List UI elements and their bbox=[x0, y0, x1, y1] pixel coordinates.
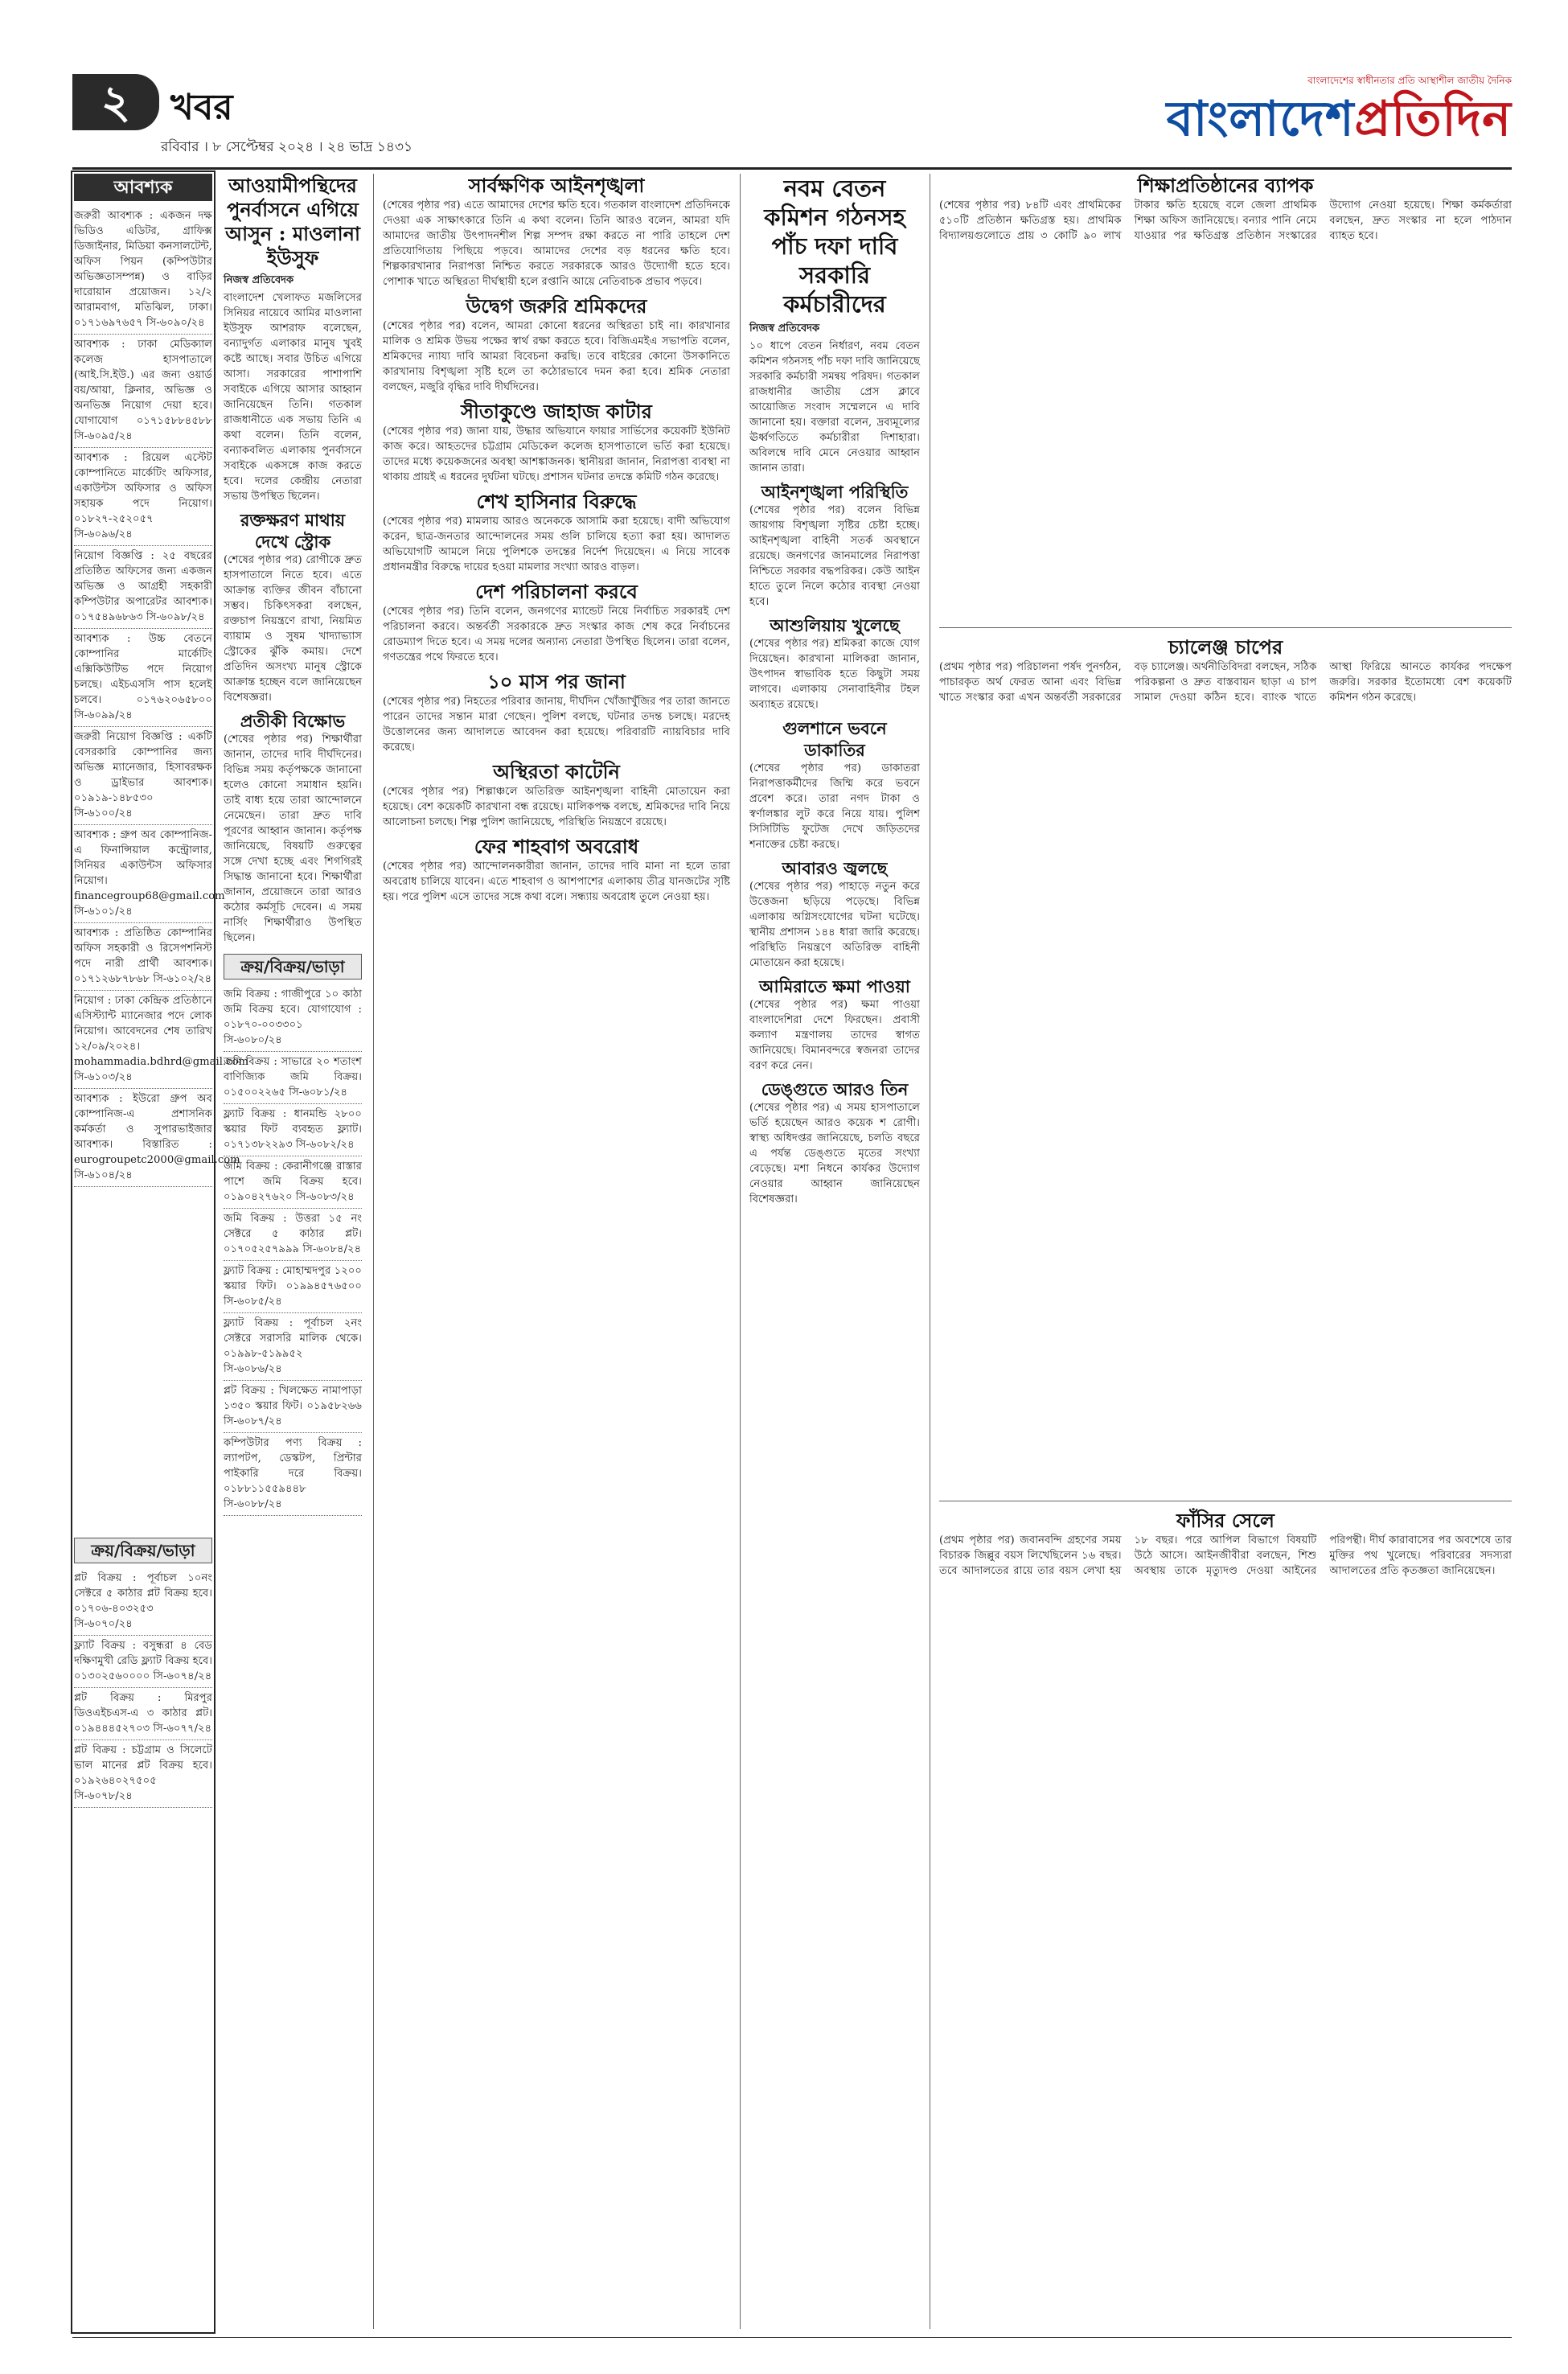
paycom-body: ১০ ধাপে বেতন নির্ধারণ, নবম বেতন কমিশন গঠনসহ পাঁচ দফা দাবি জানিয়েছে সরকারি কর্মচারী সমন্বয় পরিষদ। গতকাল রাজধানীর জাতীয় প্রেস ক্লাবে আয়োজিত সংবাদ সম্মেলনে এ দাবি জানানো হয়। বক্তারা বলেন, দ্রব্যমূল্যের ঊর্ধ্বগতিতে কর্মচারীরা দিশাহারা। অবিলম্বে দাবি মেনে নেওয়ার আহ্বান জানান তারা। bbox=[749, 340, 920, 474]
stroke-headline: রক্তক্ষরণ মাথায় দেখে স্ট্রোক bbox=[240, 510, 346, 552]
law-headline: সার্বক্ষণিক আইনশৃঙ্খলা bbox=[468, 174, 645, 197]
classified-ad: আবশ্যক : ঢাকা মেডিক্যাল কলেজ হাসপাতালে (আই.সি.ইউ.) এর জন্য ওয়ার্ড বয়/আয়া, ক্লিনার, অভিজ্ঞ ও অনভিজ্ঞ নিয়োগ দেয়া হবে। যোগাযোগ ০১৭১৫৮৮৪৫৮৮ সি-৬০৯৫/২৪ bbox=[74, 335, 212, 448]
edu-headline: শিক্ষাপ্রতিষ্ঠানের ব্যাপক bbox=[1137, 174, 1314, 197]
classified-ad: আবশ্যক : গ্রুপ অব কোম্পানিজ-এ ফিনান্সিয়াল কন্ট্রোলার, সিনিয়র একাউন্টস অফিসার নিয়োগ। financegroup68@gmail.com সি-৬১০১/২৪ bbox=[74, 825, 212, 923]
page-number: ২ bbox=[72, 74, 159, 130]
classified-ad: জমি বিক্রয় : উত্তরা ১৫ নং সেক্টরে ৫ কাঠার প্লট। ০১৭০৫২৫৭৯৯৯ সি-৬০৮৪/২৪ bbox=[224, 1209, 362, 1261]
classified-ad: নিয়োগ : ঢাকা কেন্দ্রিক প্রতিষ্ঠানে এসিস্ট্যান্ট ম্যানেজার পদে লোক নিয়োগ। আবেদনের শেষ তারিখ ১২/০৯/২০২৪। mohammadia.bdhrd@gmail.com সি-৬১০৩/২৪ bbox=[74, 991, 212, 1089]
bnp-body: বাংলাদেশ খেলাফত মজলিসের সিনিয়র নায়েবে আমির মাওলানা ইউসুফ আশরাফ বলেছেন, বন্যাদুর্গত এলাকার মানুষ খুবই কষ্টে আছে। সবার উচিত এগিয়ে আসা। সরকারের পাশাপাশি সবাইকে এগিয়ে আসার আহ্বান জানিয়েছেন তিনি। গতকাল রাজধানীতে এক সভায় তিনি এ কথা বলেন। তিনি বলেন, বন্যাকবলিত এলাকায় পুনর্বাসনে সবাইকে একসঙ্গে কাজ করতে হবে। দলের কেন্দ্রীয় নেতারা সভায় উপস্থিত ছিলেন। bbox=[224, 292, 362, 503]
hang-article bbox=[939, 1509, 1512, 2333]
classified-ad: ফ্ল্যাট বিক্রয় : পূর্বাচল ২নং সেক্টরে সরাসরি মালিক থেকে। ০১৯৯৮-৫১৯৯৫২ সি-৬০৮৬/২৪ bbox=[224, 1313, 362, 1381]
wanted-header: আবশ্যক bbox=[74, 174, 212, 201]
lawsit-headline: আইনশৃঙ্খলা পরিস্থিতি bbox=[761, 482, 909, 502]
classified-ad: কম্পিউটার পণ্য বিক্রয় : ল্যাপটপ, ডেস্কটপ, প্রিন্টার পাইকারি দরে বিক্রয়। ০১৮৮১১৫৫৯৪৪৮ সি-৬০৮৮/২৪ bbox=[224, 1433, 362, 1516]
unrest-headline: অস্থিরতা কাটেনি bbox=[493, 760, 620, 783]
classified-ad: জরুরী নিয়োগ বিজ্ঞপ্তি : একটি বেসরকারি কোম্পানির জন্য অভিজ্ঞ ম্যানেজার, হিসাবরক্ষক ও ড্রাইভার আবশ্যক। ০১৯১৯-১৪৮৫৩০ সি-৬১০০/২৪ bbox=[74, 727, 212, 825]
classified-ad: ফ্ল্যাট বিক্রয় : ধানমন্ডি ২৮০০ স্কয়ার ফিট ব্যবহৃত ফ্ল্যাট। ০১৭১৩৮২২৯৩ সি-৬০৮২/২৪ bbox=[224, 1104, 362, 1156]
column-divider bbox=[740, 174, 741, 2329]
paycom-byline: নিজস্ব প্রতিবেদক bbox=[749, 322, 820, 335]
edu-article bbox=[939, 174, 1512, 624]
brand-name-part1: বাংলাদেশ bbox=[1166, 91, 1355, 147]
brand-tagline: বাংলাদেশের স্বাধীনতার প্রতি আস্থাশীল জাতীয় দৈনিক bbox=[1307, 75, 1512, 86]
dengue-headline: ডেঙ্গুতে আরও তিন bbox=[761, 1079, 909, 1099]
classified-ad: প্লট বিক্রয় : চট্টগ্রাম ও সিলেটে ভাল মানের প্লট বিক্রয় হবে। ০১৯২৬৪০২৭৫০৫ সি-৬০৭৮/২৪ bbox=[74, 1740, 212, 1808]
paycom-headline: নবম বেতন কমিশন গঠনসহ পাঁচ দফা দাবি সরকারি কর্মচারীদের bbox=[764, 175, 905, 318]
column-divider bbox=[373, 174, 374, 2329]
ashulia-headline: আশুলিয়ায় খুলেছে bbox=[770, 615, 900, 635]
classified-ad: জমি বিক্রয় : সাভারে ২০ শতাংশ বাণিজ্যিক জমি বিক্রয়। ০১৫০০২২৬৫ সি-৬০৮১/২৪ bbox=[224, 1052, 362, 1104]
gulshan-headline: গুলশানে ভবনে ডাকাতির bbox=[782, 718, 887, 760]
classified-frame bbox=[71, 170, 215, 2334]
stroke-body: (শেষের পৃষ্ঠার পর) রোগীকে দ্রুত হাসপাতালে নিতে হবে। এতে আক্রান্ত ব্যক্তির জীবন বাঁচানো সম্ভব। চিকিৎসকরা বলছেন, রক্তচাপ নিয়ন্ত্রণে রাখা, নিয়মিত ব্যায়াম ও সুষম খাদ্যাভ্যাস স্ট্রোকের ঝুঁকি কমায়। দেশে প্রতিদিন অসংখ্য মানুষ স্ট্রোকে আক্রান্ত হচ্ছেন বলে জানিয়েছেন বিশেষজ্ঞরা। bbox=[224, 554, 362, 704]
section-divider bbox=[939, 627, 1512, 628]
ashulia-body: (শেষের পৃষ্ঠার পর) শ্রমিকরা কাজে যোগ দিয়েছেন। কারখানা মালিকরা জানান, উৎপাদন স্বাভাবিক হতে কিছুটা সময় লাগবে। এলাকায় সেনাবাহিনীর টহল অব্যাহত রয়েছে। bbox=[749, 638, 920, 711]
law-body: (শেষের পৃষ্ঠার পর) এতে আমাদের দেশের ক্ষতি হবে। গতকাল বাংলাদেশ প্রতিদিনকে দেওয়া এক সাক্ষাৎকারে তিনি এ কথা বলেন। তিনি আরও বলেন, আমরা যদি আমাদের জাতীয় উৎপাদনশীল শিল্প সম্পদ রক্ষা করতে না পারি তাহলে দেশ প্রতিযোগিতায় পিছিয়ে পড়বে। আমাদের দেশের বড় ধরনের ক্ষতি হবে। শিল্পকারখানার নিরাপত্তা নিশ্চিত করতে সরকারকে আরও উদ্যোগী হতে হবে। পোশাক খাতে অস্থিরতা দীর্ঘস্থায়ী হলে রপ্তানি আয়ে নেতিবাচক প্রভাব পড়বে। bbox=[383, 199, 730, 288]
sale2-list bbox=[224, 984, 362, 1516]
unrest-body: (শেষের পৃষ্ঠার পর) শিল্পাঞ্চলে অতিরিক্ত আইনশৃঙ্খলা বাহিনী মোতায়েন করা হয়েছে। বেশ কয়েকটি কারখানা বন্ধ রয়েছে। মালিকপক্ষ বলছে, শ্রমিকদের দাবি নিয়ে আলোচনা চলছে। শিল্প পুলিশ জানিয়েছে, পরিস্থিতি নিয়ন্ত্রণে রয়েছে। bbox=[383, 786, 730, 828]
dengue-body: (শেষের পৃষ্ঠার পর) এ সময় হাসপাতালে ভর্তি হয়েছেন আরও কয়েক শ রোগী। স্বাস্থ্য অধিদপ্তর জানিয়েছে, চলতি বছরে এ পর্যন্ত ডেঙ্গুতে মৃতের সংখ্যা বেড়েছে। মশা নিধনে কার্যকর উদ্যোগ নেওয়ার আহ্বান জানিয়েছেন বিশেষজ্ঞরা। bbox=[749, 1102, 920, 1205]
burning-headline: আবারও জ্বলছে bbox=[782, 858, 888, 878]
classified-ad: প্লট বিক্রয় : পূর্বাচল ১০নং সেক্টরে ৫ কাঠার প্লট বিক্রয় হবে। ০১৭০৬-৪০৩২৫৩ সি-৬০৭০/২৪ bbox=[74, 1568, 212, 1636]
pratiki-body: (শেষের পৃষ্ঠার পর) শিক্ষার্থীরা জানান, তাদের দাবি দীর্ঘদিনের। বিভিন্ন সময় কর্তৃপক্ষকে জানানো হলেও কোনো সমাধান হয়নি। তাই বাধ্য হয়ে তারা আন্দোলনে নেমেছেন। তারা দ্রুত দাবি পূরণের আহ্বান জানান। কর্তৃপক্ষ জানিয়েছে, বিষয়টি গুরুত্বের সঙ্গে দেখা হচ্ছে এবং শিগগিরই সিদ্ধান্ত জানানো হবে। শিক্ষার্থীরা জানান, প্রয়োজনে তারা আরও কঠোর কর্মসূচি দেবেন। এ সময় নার্সিং শিক্ষার্থীরাও উপস্থিত ছিলেন। bbox=[224, 733, 362, 944]
bnp-byline: নিজস্ব প্রতিবেদক bbox=[224, 274, 294, 286]
hasina-headline: শেখ হাসিনার বিরুদ্ধে bbox=[476, 490, 637, 513]
sale-header: ক্রয়/বিক্রয়/ভাড়া bbox=[74, 1538, 212, 1563]
classified-ad: প্লট বিক্রয় : খিলক্ষেত নামাপাড়া ১৩৫০ স্কয়ার ফিট। ০১৯৫৮২৬৬ সি-৬০৮৭/২৪ bbox=[224, 1381, 362, 1433]
bnp-headline: আওয়ামীপন্থিদের পুনর্বাসনে এগিয়ে আসুন : মাওলানা ইউসুফ bbox=[225, 174, 360, 269]
classified-ad: আবশ্যক : উচ্চ বেতনে কোম্পানির মার্কেটিং এক্সিকিউটিভ পদে নিয়োগ চলছে। এইচএসসি পাস হলেই চলবে। ০১৭৬২০৬৫৮০০ সি-৬০৯৯/২৪ bbox=[74, 629, 212, 727]
classified-ad: আবশ্যক : ইউরো গ্রুপ অব কোম্পানিজ-এ প্রশাসনিক কর্মকর্তা ও সুপারভাইজার আবশ্যক। বিস্তারিত : eurogroupetc2000@gmail.com সি-৬১০৪/২৪ bbox=[74, 1089, 212, 1187]
hang-headline: ফাঁসির সেলে bbox=[1176, 1509, 1275, 1532]
classified-ad: জমি বিক্রয় : গাজীপুরে ১০ কাঠা জমি বিক্রয় হবে। যোগাযোগ : ০১৮৭০-০০৩৩০১ সি-৬০৮০/২৪ bbox=[224, 984, 362, 1052]
sale2-header: ক্রয়/বিক্রয়/ভাড়া bbox=[224, 954, 362, 980]
classified-ad: আবশ্যক : প্রতিষ্ঠিত কোম্পানির অফিস সহকারী ও রিসেপশনিস্ট পদে নারী প্রার্থী আবশ্যক। ০১৭১২৬৮৭৮৬৮ সি-৬১০২/২৪ bbox=[74, 923, 212, 991]
column-5 bbox=[749, 174, 920, 2337]
challenge-headline: চ্যালেঞ্জ চাপের bbox=[1168, 635, 1283, 659]
challenge-article bbox=[939, 635, 1512, 1496]
footer-rule bbox=[72, 2337, 1512, 2338]
amir-headline: আমিরাতে ক্ষমা পাওয়া bbox=[759, 976, 910, 996]
country-headline: দেশ পরিচালনা করবে bbox=[475, 580, 638, 603]
tenmonth-body: (শেষের পৃষ্ঠার পর) নিহতের পরিবার জানায়, দীর্ঘদিন খোঁজাখুঁজির পর তারা জানতে পারেন তাদের সন্তান মারা গেছেন। পুলিশ বলছে, ঘটনার তদন্ত চলছে। মরদেহ উত্তোলনের জন্য আদালতে আবেদন করা হয়েছে। পরিবারটি ন্যায়বিচার দাবি করেছে। bbox=[383, 696, 730, 754]
classified-ad: জমি বিক্রয় : কেরানীগঞ্জে রাস্তার পাশে জমি বিক্রয় হবে। ০১৯০৪২৭৬২০ সি-৬০৮৩/২৪ bbox=[224, 1156, 362, 1209]
column-3 bbox=[383, 174, 730, 2337]
brand-name-part2: প্রতিদিন bbox=[1354, 91, 1512, 147]
masthead bbox=[72, 74, 1512, 162]
header-rule bbox=[72, 167, 1512, 170]
lawsit-body: (শেষের পৃষ্ঠার পর) বলেন বিভিন্ন জায়গায় বিশৃঙ্খলা সৃষ্টির চেষ্টা হচ্ছে। আইনশৃঙ্খলা বাহিনী সতর্ক অবস্থানে রয়েছে। জনগণের জানমালের নিরাপত্তা নিশ্চিতে সরকার বদ্ধপরিকর। কেউ আইন হাতে তুলে নিলে কঠোর ব্যবস্থা নেওয়া হবে। bbox=[749, 504, 920, 608]
shahbag-headline: ফের শাহবাগ অবরোধ bbox=[474, 835, 639, 858]
section-title: খবর bbox=[170, 87, 233, 128]
tenmonth-headline: ১০ মাস পর জানা bbox=[487, 670, 626, 693]
country-body: (শেষের পৃষ্ঠার পর) তিনি বলেন, জনগণের ম্যান্ডেট নিয়ে নির্বাচিত সরকারই দেশ পরিচালনা করবে। অন্তর্বর্তী সরকারকে দ্রুত সংস্কার কাজ শেষ করে নির্বাচনের রোডম্যাপ দিতে হবে। এ সময় দলের অন্যান্য নেতারা উপস্থিত ছিলেন। তারা বলেন, গণতন্ত্রের পথে ফিরতে হবে। bbox=[383, 606, 730, 663]
worker-body: (শেষের পৃষ্ঠার পর) বলেন, আমরা কোনো ধরনের অস্থিরতা চাই না। কারখানার মালিক ও শ্রমিক উভয় পক্ষের স্বার্থ রক্ষা করতে হবে। বিজিএমইএ সভাপতি বলেন, শ্রমিকদের ন্যায্য দাবি আমরা বিবেচনা করছি। তবে বাইরের কোনো উসকানিতে কারখানায় বিশৃঙ্খলা সৃষ্টি হলে তা কঠোরভাবে দমন করা হবে। শ্রমিক নেতারা বলছেন, মজুরি বৃদ্ধির দাবি দীর্ঘদিনের। bbox=[383, 320, 730, 393]
classified-ad: ফ্ল্যাট বিক্রয় : বসুন্ধরা ৪ বেড দক্ষিণমুখী রেডি ফ্ল্যাট বিক্রয় হবে। ০১৩০২৫৬০০০০ সি-৬০৭৪/২৪ bbox=[74, 1636, 212, 1688]
ship-headline: সীতাকুণ্ডে জাহাজ কাটার bbox=[461, 400, 652, 423]
brand-logo bbox=[1166, 74, 1512, 162]
challenge-body: (প্রথম পৃষ্ঠার পর) পরিচালনা পর্ষদ পুনর্গঠন, পাচারকৃত অর্থ ফেরত আনা এবং বিভিন্ন খাতে সংস্কার করা এখন অন্তর্বর্তী সরকারের বড় চ্যালেঞ্জ। অর্থনীতিবিদরা বলছেন, সঠিক পরিকল্পনা ও দ্রুত বাস্তবায়ন ছাড়া এ চাপ সামাল দেওয়া কঠিন হবে। ব্যাংক খাতে আস্থা ফিরিয়ে আনতে কার্যকর পদক্ষেপ জরুরি। সরকার ইতোমধ্যে বেশ কয়েকটি কমিশন গঠন করেছে। bbox=[939, 661, 1512, 704]
gulshan-body: (শেষের পৃষ্ঠার পর) ডাকাতরা নিরাপত্তাকর্মীদের জিম্মি করে ভবনে প্রবেশ করে। তারা নগদ টাকা ও স্বর্ণালঙ্কার লুট করে নিয়ে যায়। পুলিশ সিসিটিভি ফুটেজ দেখে জড়িতদের শনাক্তের চেষ্টা করছে। bbox=[749, 762, 920, 851]
classified-ad: প্লট বিক্রয় : মিরপুর ডিওএইচএস-এ ৩ কাঠার প্লট। ০১৯৪৪৪৫২৭০৩ সি-৬০৭৭/২৪ bbox=[74, 1688, 212, 1740]
classified-ad: আবশ্যক : রিয়েল এস্টেট কোম্পানিতে মার্কেটিং অফিসার, একাউন্টস অফিসার ও অফিস সহায়ক পদে নিয়োগ। ০১৮২৭-২৫২০৫৭ সি-৬০৯৬/২৪ bbox=[74, 448, 212, 546]
shahbag-body: (শেষের পৃষ্ঠার পর) আন্দোলনকারীরা জানান, তাদের দাবি মানা না হলে তারা অবরোধ চালিয়ে যাবেন। এতে শাহবাগ ও আশপাশের এলাকায় তীব্র যানজটের সৃষ্টি হয়। পরে পুলিশ এসে তাদের সঙ্গে কথা বলে। সন্ধ্যায় অবরোধ তুলে নেওয়া হয়। bbox=[383, 860, 730, 903]
classified-ad: জরুরী আবশ্যক : একজন দক্ষ ভিডিও এডিটর, গ্রাফিক্স ডিজাইনার, মিডিয়া কনসালটেন্ট, অফিস পিয়ন (কম্পিউটার অভিজ্ঞতাসম্পন্ন) ও বাড়ির দারোয়ান প্রয়োজন। ১২/২ আরামবাগ, মতিঝিল, ঢাকা। ০১৭১৬৯৭৬৫৭ সি-৬০৯০/২৪ bbox=[74, 206, 212, 335]
burning-body: (শেষের পৃষ্ঠার পর) পাহাড়ে নতুন করে উত্তেজনা ছড়িয়ে পড়েছে। বিভিন্ন এলাকায় অগ্নিসংযোগের ঘটনা ঘটেছে। স্থানীয় প্রশাসন ১৪৪ ধারা জারি করেছে। পরিস্থিতি নিয়ন্ত্রণে অতিরিক্ত বাহিনী মোতায়েন করা হয়েছে। bbox=[749, 881, 920, 969]
ship-body: (শেষের পৃষ্ঠার পর) জানা যায়, উদ্ধার অভিযানে ফায়ার সার্ভিসের কয়েকটি ইউনিট কাজ করে। আহতদের চট্টগ্রাম মেডিকেল কলেজ হাসপাতালে ভর্তি করা হয়েছে। তাদের মধ্যে কয়েকজনের অবস্থা আশঙ্কাজনক। স্থানীয়রা জানান, নিরাপত্তা ব্যবস্থা না থাকায় প্রায়ই এ ধরনের দুর্ঘটনা ঘটছে। প্রশাসন ঘটনার তদন্তে কমিটি গঠন করেছে। bbox=[383, 425, 730, 483]
classified-ad: ফ্ল্যাট বিক্রয় : মোহাম্মদপুর ১২০০ স্কয়ার ফিট। ০১৯৯৪৫৭৬৫০০ সি-৬০৮৫/২৪ bbox=[224, 1261, 362, 1313]
hang-body: (প্রথম পৃষ্ঠার পর) জবানবন্দি গ্রহণের সময় বিচারক জিল্লুর বয়স লিখেছিলেন ১৬ বছর। তবে আদালতের রায়ে তার বয়স লেখা হয় ১৮ বছর। পরে আপিল বিভাগে বিষয়টি উঠে আসে। আইনজীবীরা বলছেন, শিশু অবস্থায় তাকে মৃত্যুদণ্ড দেওয়া আইনের পরিপন্থী। দীর্ঘ কারাবাসের পর অবশেষে তার মুক্তির পথ খুলেছে। পরিবারের সদস্যরা আদালতের প্রতি কৃতজ্ঞতা জানিয়েছেন। bbox=[939, 1534, 1512, 1577]
classified-ad: নিয়োগ বিজ্ঞপ্তি : ২৫ বছরের প্রতিষ্ঠিত অফিসের জন্য একজন অভিজ্ঞ ও আগ্রহী সহকারী কম্পিউটার অপারেটর আবশ্যক। ০১৭৫৪৯৬৮৬৩ সি-৬০৯৮/২৪ bbox=[74, 546, 212, 629]
pratiki-headline: প্রতীকী বিক্ষোভ bbox=[240, 711, 346, 731]
worker-headline: উদ্বেগ জরুরি শ্রমিকদের bbox=[466, 294, 647, 318]
hasina-body: (শেষের পৃষ্ঠার পর) মামলায় আরও অনেককে আসামি করা হয়েছে। বাদী অভিযোগ করেন, ছাত্র-জনতার আন্দোলনের সময় গুলি চালিয়ে হত্যা করা হয়। আদালত অভিযোগটি আমলে নিয়ে পুলিশকে তদন্তের নির্দেশ দিয়েছেন। এ নিয়ে সাবেক প্রধানমন্ত্রীর বিরুদ্ধে দায়ের হওয়া মামলার সংখ্যা আরও বাড়ল। bbox=[383, 515, 730, 573]
amir-body: (শেষের পৃষ্ঠার পর) ক্ষমা পাওয়া বাংলাদেশিরা দেশে ফিরছেন। প্রবাসী কল্যাণ মন্ত্রণালয় তাদের স্বাগত জানিয়েছে। বিমানবন্দরে স্বজনরা তাদের বরণ করে নেন। bbox=[749, 999, 920, 1072]
dateline: রবিবার । ৮ সেপ্টেম্বর ২০২৪ । ২৪ ভাদ্র ১৪৩১ bbox=[161, 139, 413, 155]
column-2 bbox=[224, 174, 362, 2337]
edu-body: (শেষের পৃষ্ঠার পর) ৮৪টি এবং প্রাথমিকের ৫১০টি প্রতিষ্ঠান ক্ষতিগ্রস্ত হয়। প্রাথমিক বিদ্যালয়গুলোতে প্রায় ৩ কোটি ৯০ লাখ টাকার ক্ষতি হয়েছে বলে জেলা প্রাথমিক শিক্ষা অফিস জানিয়েছে। বন্যার পানি নেমে যাওয়ার পর ক্ষতিগ্রস্ত প্রতিষ্ঠান সংস্কারের উদ্যোগ নেওয়া হয়েছে। শিক্ষা কর্মকর্তারা বলছেন, দ্রুত সংস্কার না হলে পাঠদান ব্যাহত হবে। bbox=[939, 199, 1512, 242]
